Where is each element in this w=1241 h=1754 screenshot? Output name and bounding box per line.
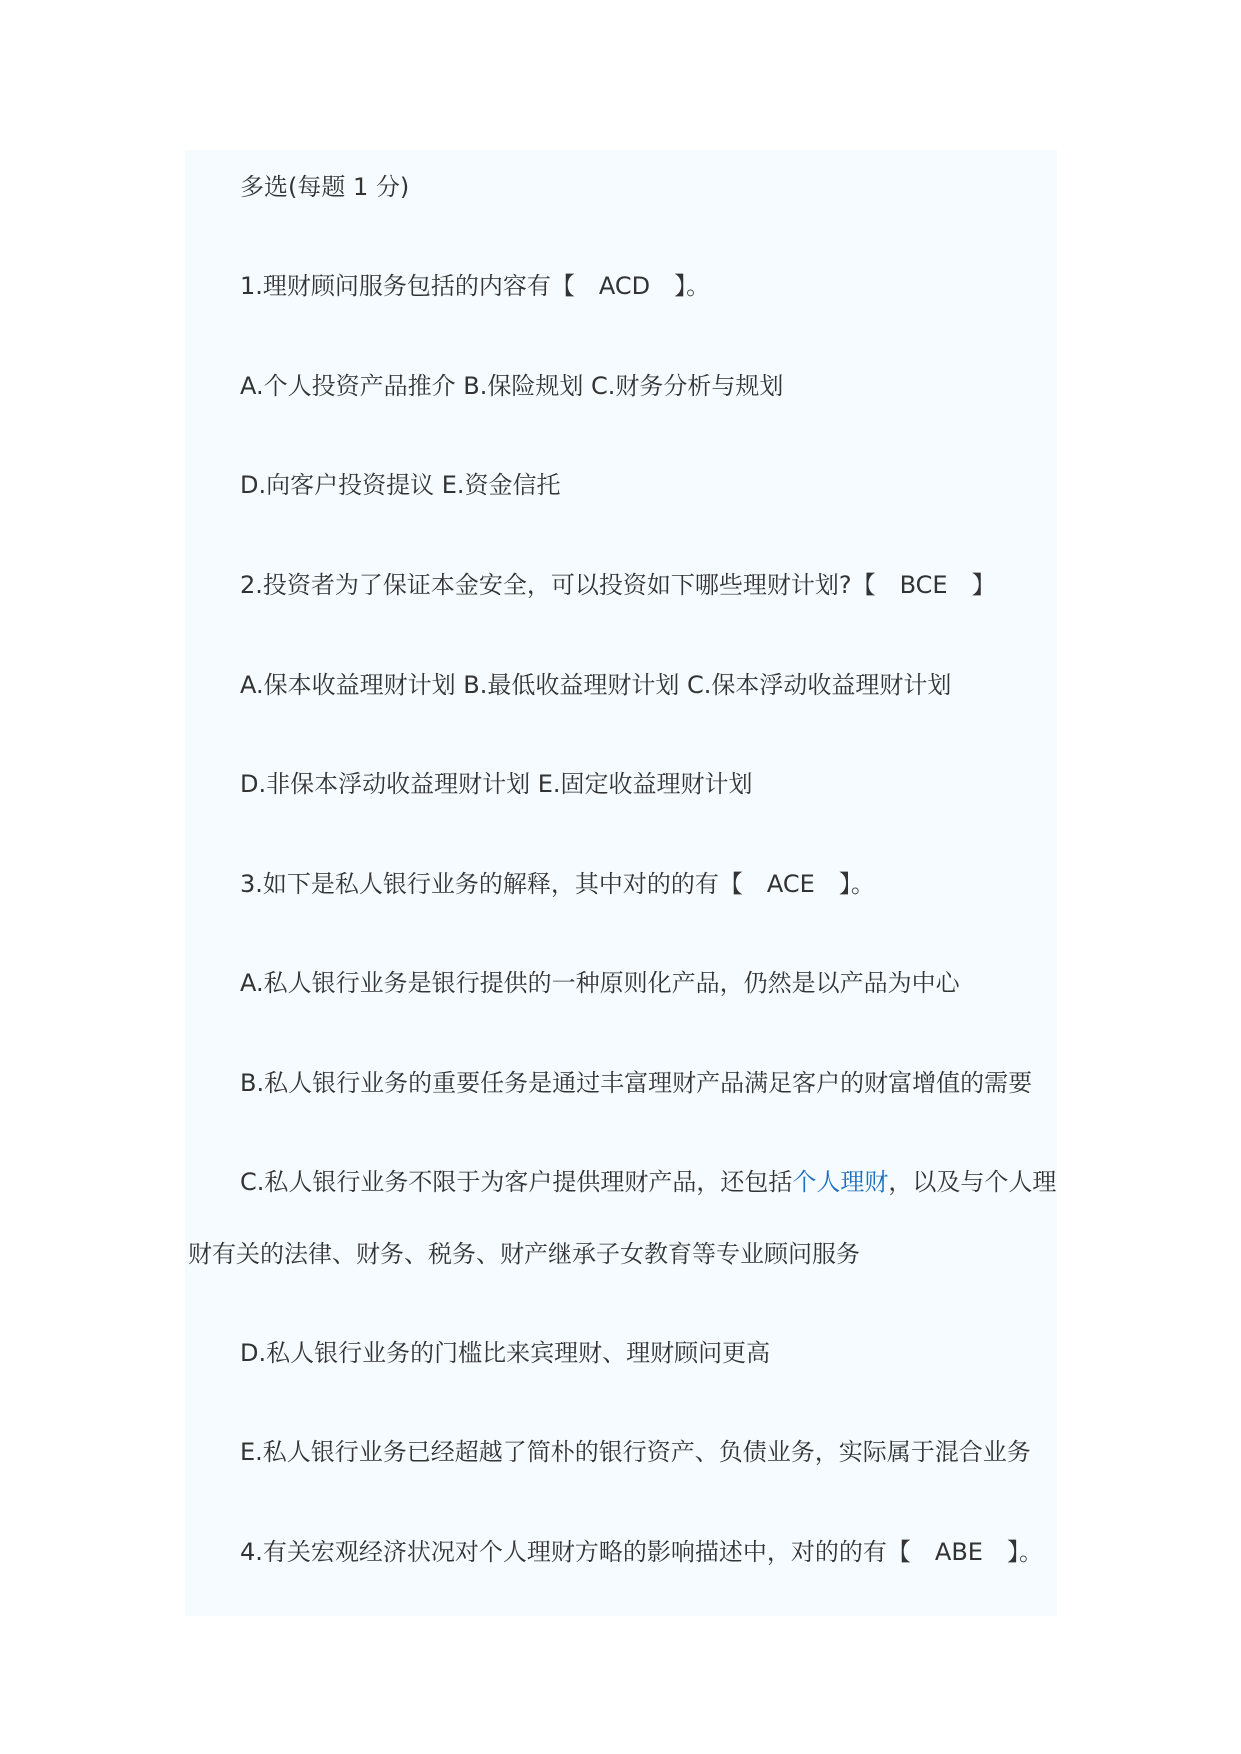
section-title: 多选(每题 1 分) — [240, 173, 410, 201]
question-2-options-line-2: D.非保本浮动收益理财计划 E.固定收益理财计划 — [240, 770, 753, 798]
question-2-stem: 2.投资者为了保证本金安全，可以投资如下哪些理财计划?【 BCE 】 — [240, 571, 996, 599]
question-1-stem: 1.理财顾问服务包括的内容有【 ACD 】。 — [240, 272, 711, 300]
question-3-stem: 3.如下是私人银行业务的解释，其中对的的有【 ACE 】。 — [240, 870, 875, 898]
question-3-option-b: B.私人银行业务的重要任务是通过丰富理财产品满足客户的财富增值的需要 — [240, 1069, 1033, 1097]
question-1-options-line-1: A.个人投资产品推介 B.保险规划 C.财务分析与规划 — [240, 372, 784, 400]
question-2-options-line-1: A.保本收益理财计划 B.最低收益理财计划 C.保本浮动收益理财计划 — [240, 671, 952, 699]
question-3-option-c — [240, 1167, 1056, 1197]
question-4-stem: 4.有关宏观经济状况对个人理财方略的影响描述中，对的的有【 ABE 】。 — [240, 1538, 1043, 1566]
question-3-option-a: A.私人银行业务是银行提供的一种原则化产品，仍然是以产品为中心 — [240, 969, 960, 997]
question-3-option-c-continued: 财有关的法律、财务、税务、财产继承子女教育等专业顾问服务 — [188, 1240, 860, 1268]
question-3-option-d: D.私人银行业务的门槛比来宾理财、理财顾问更高 — [240, 1339, 771, 1367]
question-3-option-e: E.私人银行业务已经超越了简朴的银行资产、负债业务，实际属于混合业务 — [240, 1438, 1031, 1466]
question-1-options-line-2: D.向客户投资提议 E.资金信托 — [240, 471, 561, 499]
option-c-text-2: ，以及与个人理 — [888, 1168, 1057, 1196]
personal-finance-link[interactable]: 个人理财 — [792, 1168, 889, 1196]
option-c-text-1: C.私人银行业务不限于为客户提供理财产品，还包括 — [240, 1168, 793, 1196]
